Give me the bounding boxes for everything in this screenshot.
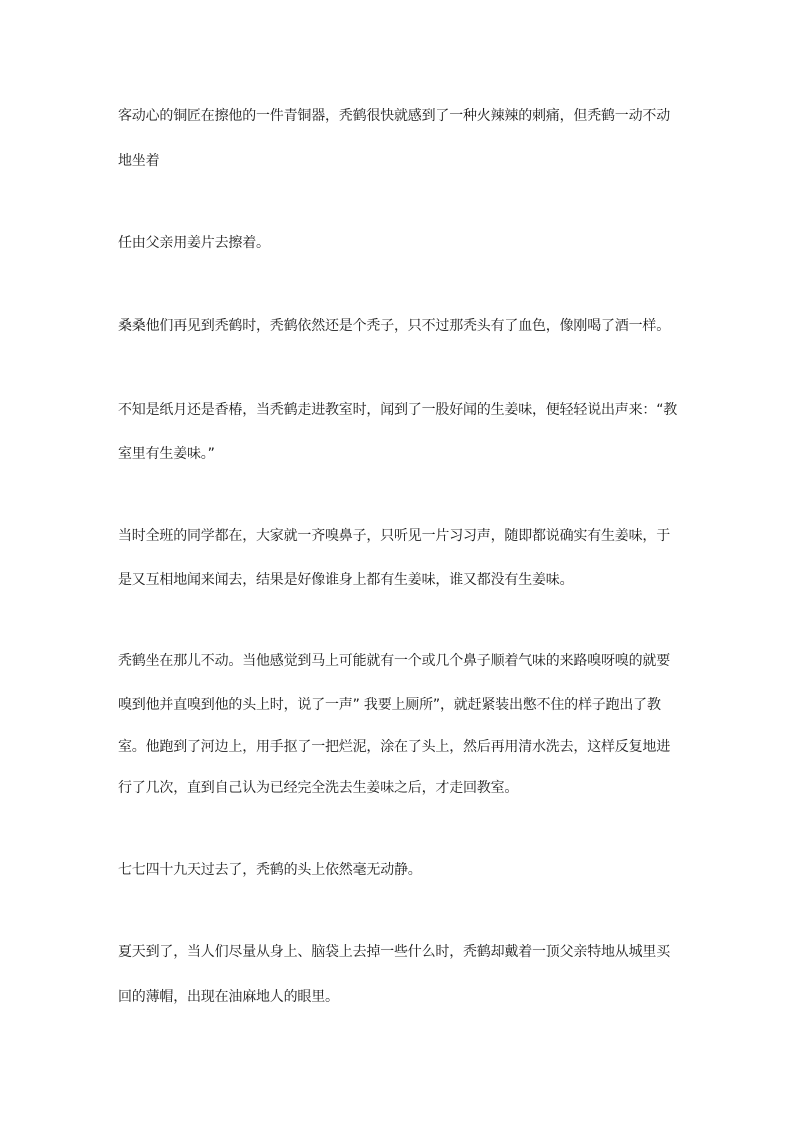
- paragraph-3-line-1: 桑桑他们再见到秃鹤时，秃鹤依然还是个秃子，只不过那秃头有了血色，像刚喝了酒一样。: [118, 318, 670, 334]
- paragraph-4-line-1: 不知是纸月还是香椿，当秃鹤走进教室时，闻到了一股好闻的生姜味，便轻轻说出声来：“教: [118, 402, 678, 418]
- paragraph-8-line-1: 夏天到了，当人们尽量从身上、脑袋上去掉一些什么时，秃鹤却戴着一顶父亲特地从城里买: [118, 944, 670, 960]
- paragraph-2-line-1: 任由父亲用姜片去擦着。: [118, 235, 270, 251]
- paragraph-7-line-1: 七七四十九天过去了，秃鹤的头上依然毫无动静。: [118, 862, 422, 878]
- paragraph-1-line-1: 客动心的铜匠在擦他的一件青铜器，秃鹤很快就感到了一种火辣辣的刺痛，但秃鹤一动不动: [118, 108, 670, 124]
- paragraph-1-line-2: 地坐着: [118, 153, 160, 169]
- paragraph-8-line-2: 回的薄帽，出现在油麻地人的眼里。: [118, 989, 339, 1005]
- paragraph-6-line-2: 嗅到他并直嗅到他的头上时，说了一声” 我要上厕所”，就赶紧装出憋不住的样子跑出了教: [118, 697, 661, 713]
- paragraph-6-line-4: 行了几次，直到自己认为已经完全洗去生姜味之后，才走回教室。: [118, 780, 519, 796]
- paragraph-5-line-2: 是又互相地闻来闻去，结果是好像谁身上都有生姜味，谁又都没有生姜味。: [118, 572, 574, 588]
- paragraph-4-line-2: 室里有生姜味。”: [118, 446, 215, 462]
- paragraph-5-line-1: 当时全班的同学都在，大家就一齐嗅鼻子，只听见一片习习声，随即都说确实有生姜味，于: [118, 528, 670, 544]
- paragraph-6-line-3: 室。他跑到了河边上，用手抠了一把烂泥，涂在了头上，然后再用清水洗去，这样反复地进: [118, 739, 670, 755]
- paragraph-6-line-1: 秃鹤坐在那儿不动。当他感觉到马上可能就有一个或几个鼻子顺着气味的来路嗅呀嗅的就要: [118, 653, 670, 669]
